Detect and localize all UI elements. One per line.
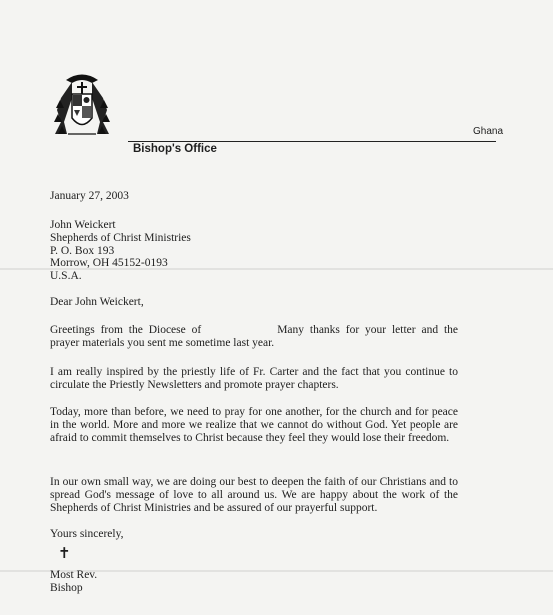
signature-cross-icon: ✝ [58, 544, 71, 562]
letterhead-rule [128, 141, 496, 142]
body-paragraph-4: In our own small way, we are doing our best to deepen the faith of our Christians and to spread God's message of love to all around us. We are happy about the work of the Shepherds of Christ Ministries and be assured of our prayerful support. [50, 476, 458, 514]
address-line: U.S.A. [50, 270, 82, 283]
greeting-text: Greetings from the Diocese of [50, 324, 202, 336]
signatory-name: Most Rev. [50, 569, 98, 581]
episcopal-coat-of-arms-icon [52, 68, 112, 142]
recipient-address [50, 219, 191, 283]
signatory-title: Bishop [50, 582, 83, 594]
letterhead-office-title: Bishop's Office [133, 143, 217, 155]
address-line: John Weickert [50, 219, 116, 231]
thanks-text: Many thanks for your letter and the prayer materials you sent me sometime last year. [50, 324, 458, 349]
salutation: Dear John Weickert, [50, 296, 144, 308]
body-paragraph-3: Today, more than before, we need to pray for one another, for the church and for peace in the world. More and more we realize that we cannot do without God. Yet people are afraid to commit themselves to Christ because they feel they would lose their freedom. [50, 406, 458, 444]
closing: Yours sincerely, [50, 528, 124, 540]
letterhead-country: Ghana [473, 126, 504, 137]
letter-date: January 27, 2003 [50, 190, 129, 202]
address-line: Shepherds of Christ Ministries [50, 231, 191, 244]
body-paragraph-2: I am really inspired by the priestly life of Fr. Carter and the fact that you continue to circulate the Priestly Newsletters and promote prayer chapters. [50, 366, 458, 391]
address-line: P. O. Box 193 [50, 244, 115, 257]
address-line: Morrow, OH 45152-0193 [50, 257, 168, 270]
body-paragraph-1 [50, 324, 458, 350]
